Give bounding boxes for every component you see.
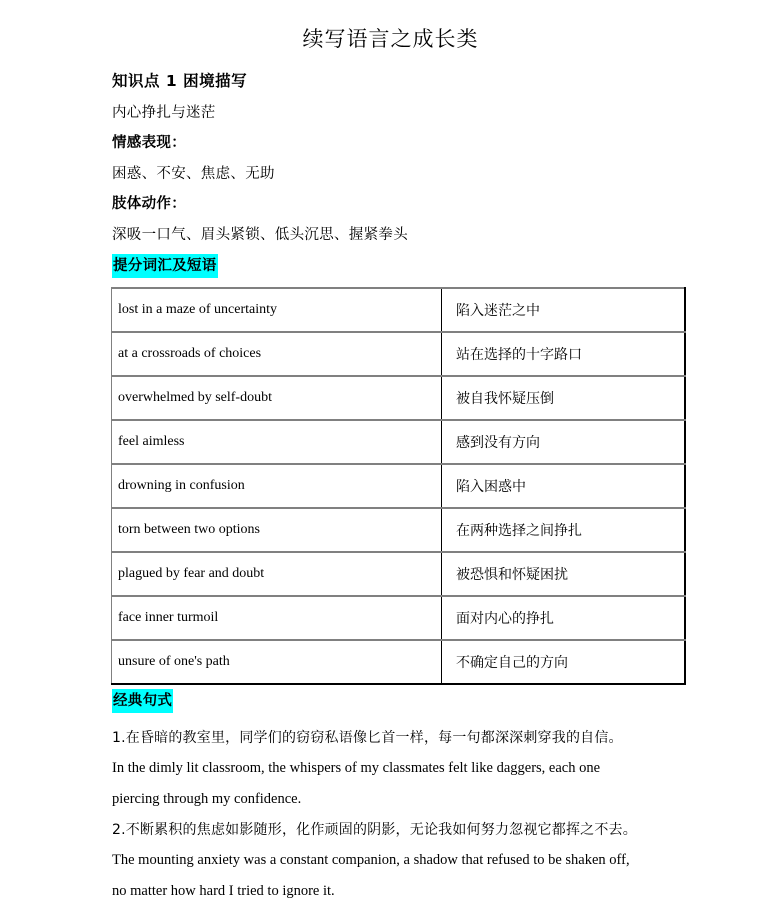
vocab-english-cell: unsure of one's path — [112, 640, 442, 684]
vocab-english-cell: torn between two options — [112, 508, 442, 552]
vocab-english-cell: drowning in confusion — [112, 464, 442, 508]
table-row — [112, 596, 686, 640]
sentence-english: The mounting anxiety was a constant companion, a shadow that refused to be shaken off, no matter how hard I tried to ignore it. — [112, 852, 630, 899]
sentence-chinese: 1.在昏暗的教室里，同学们的窃窃私语像匕首一样，每一句都深深刺穿我的自信。 — [112, 730, 623, 746]
sentence-english: In the dimly lit classroom, the whispers of my classmates felt like daggers, each one piercing through my confidence. — [112, 760, 601, 807]
sentences-heading-container — [0, 685, 781, 719]
vocab-section-heading: 提分词汇及短语 — [112, 254, 218, 278]
vocab-chinese-cell: 在两种选择之间挣扎 — [442, 508, 686, 552]
knowledge-point-subtitle: 内心挣扎与迷茫 — [112, 105, 216, 121]
vocab-english-cell: plagued by fear and doubt — [112, 552, 442, 596]
vocab-chinese-cell: 感到没有方向 — [442, 420, 686, 464]
vocab-chinese-cell: 面对内心的挣扎 — [442, 596, 686, 640]
vocab-chinese-cell: 被恐惧和怀疑困扰 — [442, 552, 686, 596]
knowledge-point-section — [0, 68, 781, 284]
table-row — [112, 376, 686, 420]
vocab-table-container — [0, 287, 781, 685]
vocab-chinese-cell: 不确定自己的方向 — [442, 640, 686, 684]
page-title: 续写语言之成长类 — [302, 27, 479, 51]
vocab-chinese-cell: 站在选择的十字路口 — [442, 332, 686, 376]
knowledge-point-heading: 知识点 1 困境描写 — [112, 72, 248, 90]
table-row — [112, 420, 686, 464]
vocab-chinese-cell: 陷入迷茫之中 — [442, 288, 686, 332]
table-row — [112, 288, 686, 332]
vocab-english-cell: feel aimless — [112, 420, 442, 464]
sentences-section-heading: 经典句式 — [112, 689, 173, 713]
table-row — [112, 640, 686, 684]
vocab-english-cell: overwhelmed by self-doubt — [112, 376, 442, 420]
vocab-table-body — [112, 288, 686, 684]
vocab-english-cell: at a crossroads of choices — [112, 332, 442, 376]
emotion-label: 情感表现： — [112, 135, 186, 151]
table-row — [112, 508, 686, 552]
vocab-english-cell: face inner turmoil — [112, 596, 442, 640]
sentences-section — [0, 723, 781, 907]
vocab-table — [111, 287, 686, 685]
table-row — [112, 332, 686, 376]
emotion-value: 困惑、不安、焦虑、无助 — [112, 166, 275, 182]
sentence-chinese: 2.不断累积的焦虑如影随形，化作顽固的阴影，无论我如何努力忽视它都挥之不去。 — [112, 822, 637, 838]
vocab-chinese-cell: 陷入困惑中 — [442, 464, 686, 508]
table-row — [112, 464, 686, 508]
vocab-chinese-cell: 被自我怀疑压倒 — [442, 376, 686, 420]
table-row — [112, 552, 686, 596]
gesture-value: 深吸一口气、眉头紧锁、低头沉思、握紧拳头 — [112, 227, 408, 243]
gesture-label: 肢体动作： — [112, 196, 186, 212]
vocab-english-cell: lost in a maze of uncertainty — [112, 288, 442, 332]
